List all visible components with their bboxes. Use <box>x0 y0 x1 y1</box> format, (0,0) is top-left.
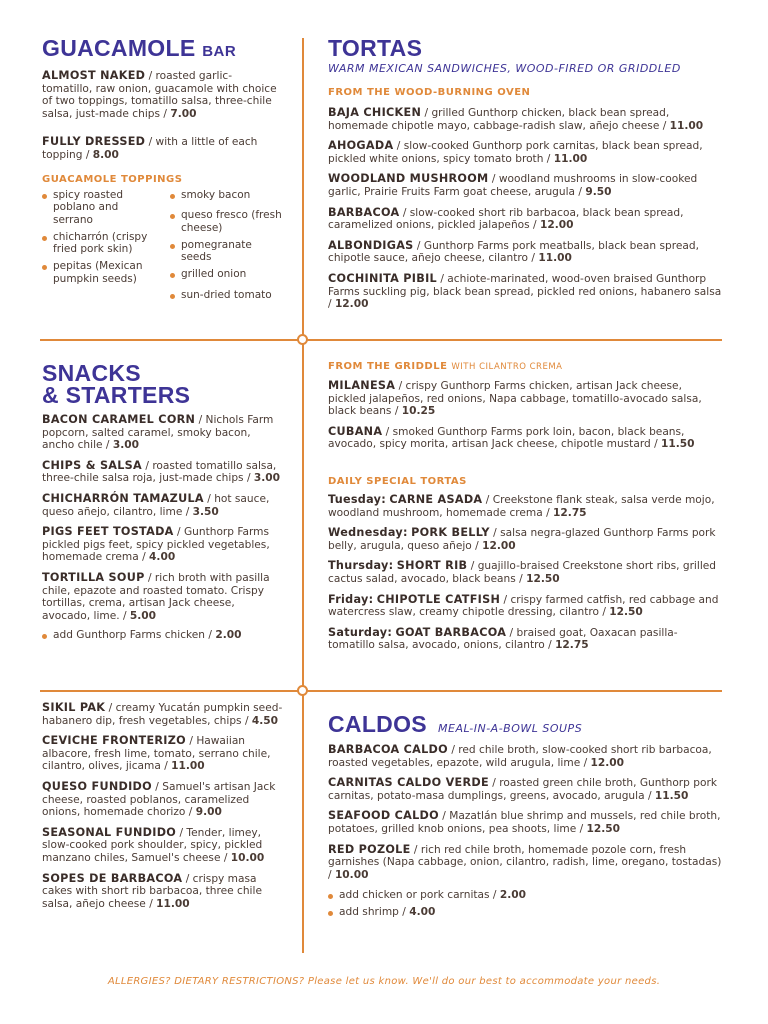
wood-oven-list <box>328 107 722 311</box>
item-price: 10.00 <box>230 851 265 864</box>
item-name: GOAT BARBACOA <box>395 625 507 639</box>
menu-item: SIKIL PAK / creamy Yucatán pumpkin seed-habanero dip, fresh vegetables, chips / 4.50 <box>42 701 283 727</box>
item-price: 12.00 <box>539 219 574 232</box>
menu-item: CARNITAS CALDO VERDE / roasted green chile broth, Gunthorp pork carnitas, potato-masa dumplings, greens, avocado, arugula / 11.50 <box>328 776 717 802</box>
menu-item: Tuesday: CARNE ASADA / Creekstone flank steak, salsa verde mojo, woodland mushroom, homemade crema / 12.75 <box>328 493 715 519</box>
item-desc: smoked Gunthorp Farms pork loin, bacon, black beans, avocado, spicy morita, artisan Jack cheese, chipotle mustard <box>328 425 685 451</box>
menu-item-fully-dressed: FULLY DRESSED / with a little of each topping / 8.00 <box>42 135 258 161</box>
item-desc: achiote-marinated, wood-oven braised Gunthorp Farms suckling pig, black bean spread, pickled red onions, habanero salsa <box>328 272 722 298</box>
griddle-heading: FROM THE GRIDDLE WITH CILANTRO CREMA <box>328 361 563 372</box>
divider-right-2 <box>304 690 722 692</box>
item-price: 3.00 <box>112 439 139 452</box>
item-name: MILANESA <box>328 379 396 392</box>
item-day: Friday: <box>328 592 374 606</box>
item-price: 5.00 <box>129 609 157 622</box>
item-name: COCHINITA PIBIL <box>328 271 437 285</box>
item-desc: rich broth with pasilla chile, epazote and roasted tomato. Crispy tortillas, crema, artisan Jack cheese, avocado, lime. <box>42 571 270 622</box>
item-desc: guajillo-braised Creekstone short ribs, grilled cactus salad, avocado, black beans <box>328 560 717 585</box>
item-name: CHICHARRÓN TAMAZULA <box>42 491 204 505</box>
snacks-list <box>42 414 286 649</box>
addon-item: add chicken or pork carnitas / 2.00 <box>328 889 722 901</box>
menu-item: SOPES DE BARBACOA / crispy masa cakes with short rib barbacoa, three chile salsa, añejo cheese / 11.00 <box>42 871 262 910</box>
item-desc: crispy Gunthorp Farms chicken, artisan Jack cheese, pickled jalapeños, red onions, Napa cabbage, tomatillo-avocado salsa, black beans <box>328 380 702 418</box>
item-day: Tuesday: <box>328 493 386 506</box>
item-name: PIGS FEET TOSTADA <box>42 525 174 539</box>
caldos-subtitle: MEAL-IN-A-BOWL SOUPS <box>438 722 583 735</box>
caldos-list <box>328 744 722 918</box>
snacks-list-2 <box>42 702 286 910</box>
item-price: 8.00 <box>92 148 119 161</box>
menu-item: SEASONAL FUNDIDO / Tender, limey, slow-cooked pork shoulder, spicy, pickled manzano chiles, Samuel's cheese / 10.00 <box>42 825 265 864</box>
menu-item: CUBANA / smoked Gunthorp Farms pork loin, bacon, black beans, avocado, spicy morita, artisan Jack cheese, chipotle mustard / 11.50 <box>328 424 695 451</box>
divider-left-1 <box>40 339 302 341</box>
divider-right-1 <box>304 339 722 341</box>
divider-node-1 <box>297 334 308 345</box>
item-desc: Tender, limey, slow-cooked pork shoulder, spicy, pickled manzano chiles, Samuel's cheese <box>42 826 263 864</box>
item-name: FULLY DRESSED <box>42 135 146 148</box>
item-price: 11.00 <box>538 252 572 265</box>
item-desc: with a little of each topping <box>42 136 258 161</box>
menu-item: PIGS FEET TOSTADA / Gunthorp Farms pickled pigs feet, spicy pickled vegetables, homemade crema / 4.00 <box>42 525 270 564</box>
item-name: SHORT RIB <box>396 559 468 573</box>
item-price: 4.50 <box>251 714 279 727</box>
topping-item: spicy roasted poblano and serrano <box>42 189 157 226</box>
divider-left-2 <box>40 690 302 692</box>
tortas-subtitle: WARM MEXICAN SANDWICHES, WOOD-FIRED OR GRIDDLED <box>328 62 681 75</box>
topping-item: smoky bacon <box>170 189 285 201</box>
item-desc: braised goat, Oaxacan pasilla-tomatillo salsa, avocado, onions, cilantro <box>328 626 678 652</box>
item-desc: roasted garlic-tomatillo, raw onion, guacamole with choice of two toppings, tomatillo salsa, three-chile salsa, just-made chips <box>42 70 277 120</box>
item-name: ALMOST NAKED <box>42 69 146 82</box>
allergy-footer: ALLERGIES? DIETARY RESTRICTIONS? Please let us know. We'll do our best to accommodate your needs. <box>107 976 661 987</box>
item-name: ALBONDIGAS <box>328 238 414 252</box>
griddle-list <box>328 380 722 451</box>
item-desc: Hawaiian albacore, fresh lime, tomato, serrano chile, cilantro, olives, jicama <box>42 735 271 773</box>
item-price: 12.50 <box>526 572 560 585</box>
item-desc: crispy masa cakes with short rib barbacoa, three chile salsa, añejo cheese <box>42 872 262 910</box>
menu-item: CHICHARRÓN TAMAZULA / hot sauce, queso añejo, cilantro, lime / 3.50 <box>42 491 270 518</box>
topping-item: pepitas (Mexican pumpkin seeds) <box>42 260 157 285</box>
item-price: 4.00 <box>149 551 176 564</box>
item-name: BARBACOA CALDO <box>328 743 448 756</box>
menu-item: COCHINITA PIBIL / achiote-marinated, wood-oven braised Gunthorp Farms suckling pig, black bean spread, pickled red onions, habanero salsa / 12.00 <box>328 271 722 311</box>
topping-item: queso fresco (fresh cheese) <box>170 209 285 234</box>
menu-item: BAJA CHICKEN / grilled Gunthorp chicken, black bean spread, homemade chipotle mayo, cabbage-radish slaw, añejo cheese / 11.00 <box>328 106 704 132</box>
caldos-title: CALDOS <box>328 711 427 737</box>
item-day: Wednesday: <box>328 526 408 540</box>
menu-item: CHIPS & SALSA / roasted tomatillo salsa, three-chile salsa roja, just-made chips / 3.00 <box>42 458 281 485</box>
topping-item: chicharrón (crispy fried pork skin) <box>42 231 157 256</box>
item-desc: Gunthorp Farms pork meatballs, black bean spread, chipotle sauce, añejo cheese, cilantro <box>328 239 699 265</box>
item-desc: Mazatlán blue shrimp and mussels, red chile broth, potatoes, grilled knob onions, pea shoots, lime <box>328 810 721 835</box>
item-name: CHIPOTLE CATFISH <box>376 592 501 606</box>
item-price: 3.50 <box>192 505 219 518</box>
item-desc: woodland mushrooms in slow-cooked garlic, Prairie Fruits Farm goat cheese, arugula <box>328 173 698 198</box>
menu-item-almost-naked: ALMOST NAKED / roasted garlic-tomatillo, raw onion, guacamole with choice of two toppings, tomatillo salsa, three-chile salsa, just-made chips / 7.00 <box>42 69 277 120</box>
item-name: CEVICHE FRONTERIZO <box>42 734 186 748</box>
item-name: SEAFOOD CALDO <box>328 809 439 823</box>
item-desc: red chile broth, slow-cooked short rib barbacoa, roasted vegetables, epazote, wild arugula, lime <box>328 744 712 769</box>
snacks-title: SNACKS & STARTERS <box>42 360 191 408</box>
menu-item: BARBACOA CALDO / red chile broth, slow-cooked short rib barbacoa, roasted vegetables, epazote, wild arugula, lime / 12.00 <box>328 743 712 769</box>
item-day: Saturday: <box>328 625 393 639</box>
item-price: 11.00 <box>553 152 588 165</box>
item-desc: Nichols Farm popcorn, salted caramel, smoky bacon, ancho chile <box>42 414 274 452</box>
item-desc: slow-cooked Gunthorp pork carnitas, black bean spread, pickled white onions, spicy tomato broth <box>328 140 703 165</box>
divider-node-2 <box>297 685 308 696</box>
item-desc: grilled Gunthorp chicken, black bean spread, homemade chipotle mayo, cabbage-radish slaw, añejo cheese <box>328 107 670 132</box>
item-desc: roasted tomatillo salsa, three-chile salsa roja, just-made chips <box>42 459 277 485</box>
item-name: SIKIL PAK <box>42 701 106 714</box>
item-name: SEASONAL FUNDIDO <box>42 825 177 839</box>
item-price: 12.75 <box>555 639 589 652</box>
item-desc: Creekstone flank steak, salsa verde mojo, woodland mushroom, homemade crema <box>328 494 715 519</box>
item-name: CHIPS & SALSA <box>42 458 142 472</box>
item-price: 12.75 <box>553 506 587 519</box>
item-name: SOPES DE BARBACOA <box>42 871 183 885</box>
item-desc: creamy Yucatán pumpkin seed-habanero dip, fresh vegetables, chips <box>42 702 283 727</box>
menu-item: CEVICHE FRONTERIZO / Hawaiian albacore, fresh lime, tomato, serrano chile, cilantro, olives, jicama / 11.00 <box>42 734 271 773</box>
item-name: CUBANA <box>328 424 383 438</box>
tortas-title: TORTAS <box>328 35 423 61</box>
item-desc: rich red chile broth, homemade pozole corn, fresh garnishes (Napa cabbage, onion, cilantro, radish, lime, oregano, tostadas) <box>328 843 722 869</box>
menu-item: Thursday: SHORT RIB / guajillo-braised Creekstone short ribs, grilled cactus salad, avocado, black beans / 12.50 <box>328 559 717 585</box>
item-price: 11.50 <box>654 789 689 802</box>
item-name: PORK BELLY <box>411 526 490 540</box>
menu-item: Friday: CHIPOTLE CATFISH / crispy farmed catfish, red cabbage and watercress slaw, creamy chipotle dressing, cilantro / 12.50 <box>328 592 719 619</box>
menu-item: Saturday: GOAT BARBACOA / braised goat, Oaxacan pasilla-tomatillo salsa, avocado, onions, cilantro / 12.75 <box>328 625 678 652</box>
menu-item: SEAFOOD CALDO / Mazatlán blue shrimp and mussels, red chile broth, potatoes, grilled knob onions, pea shoots, lime / 12.50 <box>328 809 721 835</box>
item-desc: slow-cooked short rib barbacoa, black bean spread, caramelized onions, pickled jalapeños <box>328 206 684 232</box>
item-price: 10.00 <box>334 868 369 881</box>
guacamole-section <box>42 36 282 64</box>
item-price: 9.50 <box>585 185 612 198</box>
topping-item: grilled onion <box>170 268 285 280</box>
toppings-list-right <box>170 189 285 306</box>
menu-item: TORTILLA SOUP / rich broth with pasilla chile, epazote and roasted tomato. Crispy tortillas, crema, artisan Jack cheese, avocado, lime. / 5.00 <box>42 570 270 622</box>
menu-item: QUESO FUNDIDO / Samuel's artisan Jack cheese, roasted poblanos, caramelized onions, homemade chorizo / 9.00 <box>42 779 276 819</box>
menu-item: ALBONDIGAS / Gunthorp Farms pork meatballs, black bean spread, chipotle sauce, añejo cheese, cilantro / 11.00 <box>328 238 699 265</box>
addon-item: add Gunthorp Farms chicken / 2.00 <box>42 629 286 641</box>
item-price: 11.50 <box>661 438 695 451</box>
item-name: CARNITAS CALDO VERDE <box>328 776 489 790</box>
item-price: 11.00 <box>171 760 205 773</box>
topping-item: pomegranate seeds <box>170 239 285 264</box>
item-price: 12.00 <box>334 298 369 311</box>
item-desc: hot sauce, queso añejo, cilantro, lime <box>42 492 270 518</box>
item-price: 12.00 <box>482 539 516 552</box>
menu-item: BACON CARAMEL CORN / Nichols Farm popcorn, salted caramel, smoky bacon, ancho chile / 3.00 <box>42 413 274 452</box>
item-desc: Samuel's artisan Jack cheese, roasted poblanos, caramelized onions, homemade chorizo <box>42 780 276 819</box>
item-price: 3.00 <box>253 472 281 485</box>
menu-item: MILANESA / crispy Gunthorp Farms chicken, artisan Jack cheese, pickled jalapeños, red onions, Napa cabbage, tomatillo-avocado salsa, black beans / 10.25 <box>328 379 702 418</box>
item-price: 11.00 <box>669 119 704 132</box>
item-name: RED POZOLE <box>328 842 411 856</box>
menu-item: WOODLAND MUSHROOM / woodland mushrooms in slow-cooked garlic, Prairie Fruits Farm goat cheese, arugula / 9.50 <box>328 172 698 198</box>
menu-item: Wednesday: PORK BELLY / salsa negra-glazed Gunthorp Farms pork belly, arugula, queso añejo / 12.00 <box>328 526 716 552</box>
item-name: AHOGADA <box>328 139 394 153</box>
wood-oven-heading: FROM THE WOOD-BURNING OVEN <box>328 87 531 98</box>
daily-special-list <box>328 494 722 652</box>
item-price: 10.25 <box>401 405 436 418</box>
toppings-list-left <box>42 189 157 290</box>
item-price: 12.50 <box>609 606 643 619</box>
item-name: TORTILLA SOUP <box>42 570 145 584</box>
item-desc: Gunthorp Farms pickled pigs feet, spicy pickled vegetables, homemade crema <box>42 526 270 564</box>
caldos-title-row <box>328 712 582 736</box>
topping-item: sun-dried tomato <box>170 289 285 301</box>
item-name: BAJA CHICKEN <box>328 106 422 119</box>
item-price: 7.00 <box>170 107 197 120</box>
vertical-divider <box>302 38 304 953</box>
toppings-heading: GUACAMOLE TOPPINGS <box>42 174 183 185</box>
item-name: QUESO FUNDIDO <box>42 779 152 793</box>
menu-item: RED POZOLE / rich red chile broth, homemade pozole corn, fresh garnishes (Napa cabbage, onion, cilantro, radish, lime, oregano, tostadas) / 10.00 <box>328 842 722 881</box>
item-desc: salsa negra-glazed Gunthorp Farms pork belly, arugula, queso añejo <box>328 527 716 552</box>
item-price: 9.00 <box>195 806 222 819</box>
item-name: CARNE ASADA <box>389 493 483 506</box>
item-name: BARBACOA <box>328 205 400 219</box>
guacamole-title: GUACAMOLE BAR <box>42 35 237 61</box>
menu-item: BARBACOA / slow-cooked short rib barbacoa, black bean spread, caramelized onions, pickled jalapeños / 12.00 <box>328 205 684 232</box>
item-name: BACON CARAMEL CORN <box>42 413 196 426</box>
item-desc: roasted green chile broth, Gunthorp pork carnitas, potato-masa dumplings, greens, avocado, arugula <box>328 777 717 802</box>
item-name: WOODLAND MUSHROOM <box>328 172 489 186</box>
item-day: Thursday: <box>328 559 394 573</box>
item-price: 12.00 <box>590 756 625 769</box>
menu-item: AHOGADA / slow-cooked Gunthorp pork carnitas, black bean spread, pickled white onions, spicy tomato broth / 11.00 <box>328 139 703 165</box>
daily-special-heading: DAILY SPECIAL TORTAS <box>328 476 467 487</box>
addon-item: add shrimp / 4.00 <box>328 906 722 918</box>
item-price: 12.50 <box>586 822 621 835</box>
item-desc: crispy farmed catfish, red cabbage and watercress slaw, creamy chipotle dressing, cilantro <box>328 593 719 619</box>
item-price: 11.00 <box>156 897 190 910</box>
